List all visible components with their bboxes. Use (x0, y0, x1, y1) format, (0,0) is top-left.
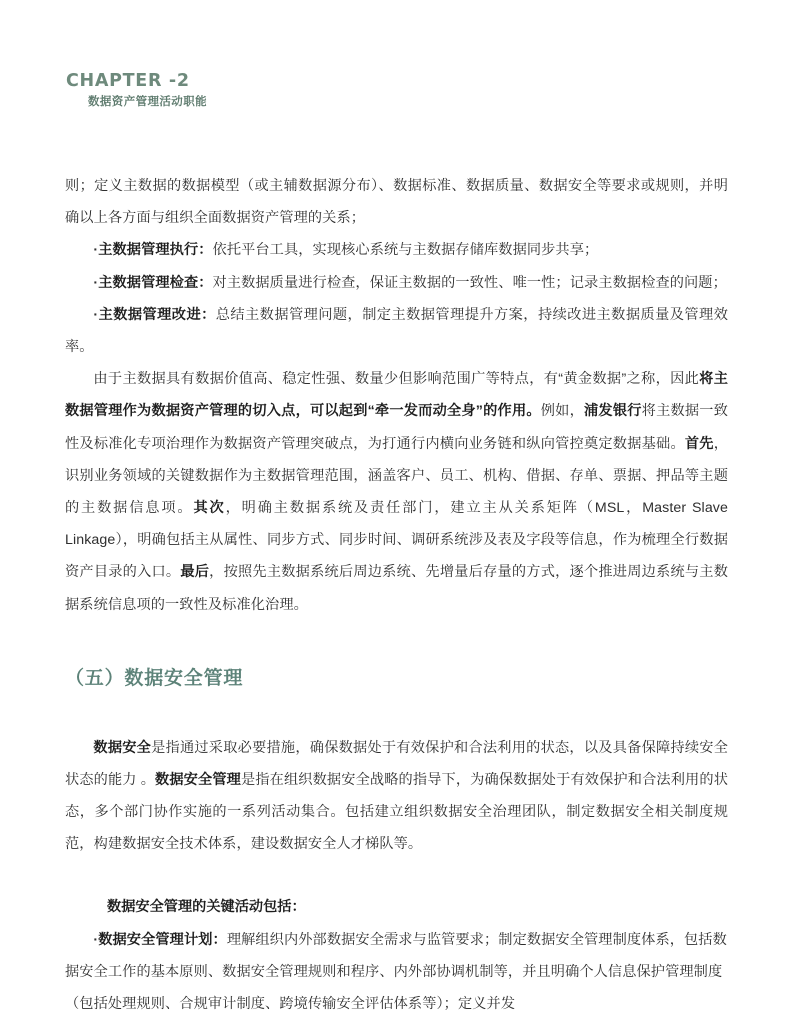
bullet-item-master-data-execution (65, 234, 728, 266)
text-segment: ，明确主数据系统及责任部门，建立主从关系矩阵（MSL，Master Slave Linkage），明确包括主从属性、同步方式、同步时间、调研系统涉及表及字段等信息，作为梳理全行数据资产目录的入口。 (65, 500, 728, 581)
bullet-text: 总结主数据管理问题，制定主数据管理提升方案，持续改进主数据质量及管理效率。 (65, 306, 728, 356)
bullet-text: 理解组织内外部数据安全需求与监管要求；制定数据安全管理制度体系，包括数据安全工作的基本原则、数据安全管理规则和程序、内外部协调机制等，并且明确个人信息保护管理制度（包括处理规则、合规审计制度、跨境传输安全评估体系等）；定义并发 (65, 931, 727, 1012)
text-segment-bold: 浦发银行 (584, 403, 642, 420)
text-segment-bold: 其次 (193, 500, 226, 517)
bullet-dot-icon: · (93, 931, 99, 948)
bullet-text: 对主数据质量进行检查，保证主数据的一致性、唯一性；记录主数据检查的问题； (212, 274, 727, 291)
bullet-item-master-data-improvement (65, 299, 728, 363)
text-segment-bold: 最后 (180, 564, 210, 581)
text-segment: ，识别业务领域的关键数据作为主数据管理范围，涵盖客户、员工、机构、借据、存单、票据、押品等主题的主数据信息项。 (65, 435, 729, 517)
chapter-header (66, 72, 466, 110)
text-segment-bold: 首先 (684, 435, 714, 452)
bullet-term: 主数据管理执行： (98, 242, 213, 259)
text-segment-bold: 将主数据管理作为数据资产管理的切入点，可以起到“牵一发而动全身”的作用。 (65, 371, 728, 420)
bullet-term: 主数据管理改进： (98, 306, 216, 323)
chapter-label: CHAPTER -2 (66, 71, 190, 91)
bullet-term: 数据安全管理计划： (98, 931, 227, 948)
bullet-dot-icon: · (93, 274, 99, 291)
paragraph-master-data-golden (65, 363, 728, 621)
bullet-text: 依托平台工具，实现核心系统与主数据存储库数据同步共享； (212, 242, 599, 259)
section-heading-data-security-management: （五）数据安全管理 (65, 667, 244, 689)
bullet-item-data-security-plan (65, 924, 728, 1021)
paragraph-data-security-definition (65, 732, 728, 861)
text-segment: ，按照先主数据系统后周边系统、先增量后存量的方式，逐个推进周边系统与主数据系统信息项的一致性及标准化治理。 (65, 564, 728, 613)
text-segment-bold: 数据安全管理 (155, 771, 241, 788)
text-segment: 由于主数据具有数据价值高、稳定性强、数量少但影响范围广等特点，有“黄金数据”之称，因此 (93, 371, 700, 388)
paragraph-continuation: 则；定义主数据的数据模型（或主辅数据源分布）、数据标准、数据质量、数据安全等要求或规则，并明确以上各方面与组织全面数据资产管理的关系； (65, 178, 728, 227)
text-segment: 是指通过采取必要措施，确保数据处于有效保护和合法利用的状态，以及具备保障持续安全状态的能力 。 (65, 739, 728, 788)
text-segment: 例如， (540, 403, 584, 420)
bullet-item-master-data-check (65, 267, 728, 299)
spacer (65, 860, 728, 891)
chapter-subtitle: 数据资产管理活动职能 (88, 96, 207, 109)
bullet-term: 主数据管理检查： (98, 274, 213, 291)
text-segment: 将主数据一致性及标准化专项治理作为数据资产管理突破点，为打通行内横向业务链和纵向管控奠定数据基础。 (65, 403, 728, 452)
subheading-key-activities: 数据安全管理的关键活动包括： (107, 899, 306, 916)
spacer (65, 692, 728, 732)
text-segment: 是指在组织数据安全战略的指导下，为确保数据处于有效保护和合法利用的状态，多个部门协作实施的一系列活动集合。包括建立组织数据安全治理团队，制定数据安全相关制度规范，构建数据安全技术体系，建设数据安全人才梯队等。 (65, 771, 728, 853)
text-segment-bold: 数据安全 (93, 739, 152, 756)
bullet-dot-icon: · (93, 242, 99, 259)
spacer (65, 621, 728, 667)
body-column (65, 170, 728, 1020)
bullet-dot-icon: · (93, 306, 99, 323)
